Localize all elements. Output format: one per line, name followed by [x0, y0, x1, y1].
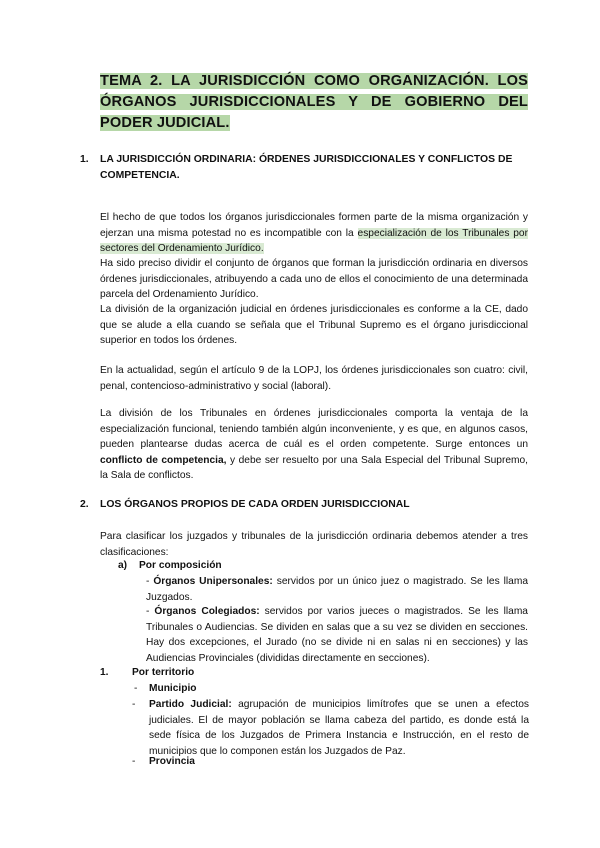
dash: -: [132, 756, 136, 767]
list-marker-a: a): [118, 560, 128, 571]
section-1-heading-text: LA JURISDICCIÓN ORDINARIA: ÓRDENES JURISDICCIONALES Y CONFLICTOS DE COMPETENCIA.: [100, 154, 513, 181]
list-marker-1: 1.: [100, 667, 109, 678]
dash: -: [146, 606, 155, 617]
document-title: [100, 71, 528, 134]
title-highlight: TEMA 2. LA JURISDICCIÓN COMO ORGANIZACIÓN. LOS ÓRGANOS JURISDICCIONALES Y DE GOBIERNO DEL PODER JUDICIAL.: [100, 73, 528, 131]
list-label-municipio: Municipio: [149, 683, 197, 694]
list-label-composicion: Por composición: [139, 560, 222, 571]
section-1-heading: [80, 152, 530, 183]
dash: -: [146, 576, 154, 587]
list-label-provincia: Provincia: [149, 756, 195, 767]
section-1-paragraph-3: La división de la organización judicial en órdenes jurisdiccionales es conforme a la CE, dado que se alude a ella cuando se señala que el Tribunal Supremo es el órgano jurisdiccional superior en todos los órdenes.: [100, 304, 528, 346]
list-item-colegiados: [146, 604, 528, 666]
section-1-number: 1.: [80, 154, 89, 165]
bold-term: Órganos Colegiados:: [154, 606, 260, 617]
dash: -: [132, 699, 136, 710]
paragraph-text: El hecho de que todos los órganos jurisdiccionales formen parte de la misma organización y ejerzan una misma potestad no es incompatible con la: [100, 212, 528, 239]
highlighted-text: especialización de los Tribunales por sectores del Ordenamiento Jurídico.: [100, 227, 528, 254]
section-2-heading-text: LOS ÓRGANOS PROPIOS DE CADA ORDEN JURISDICCIONAL: [100, 499, 410, 510]
section-1-paragraph-5: [100, 406, 528, 484]
item-text: agrupación de municipios limítrofes que se unen a efectos judiciales. El de mayor población se llama cabeza del partido, es donde está la sede física de los Juzgados de Primera Instancia e Instrucción, en el resto de municipios que lo componen están los Juzgados de Paz.: [149, 699, 529, 757]
section-1-paragraph-1: [100, 210, 528, 257]
list-item-partido-judicial: [149, 697, 529, 759]
section-2-intro: Para clasificar los juzgados y tribunales de la jurisdicción ordinaria debemos atender a tres clasificaciones:: [100, 531, 528, 558]
bold-term: conflicto de competencia,: [100, 454, 227, 466]
list-item-unipersonales: [146, 574, 528, 605]
bold-term: Partido Judicial:: [149, 699, 232, 710]
item-text: servidos por un único juez o magistrado. Se les llama Juzgados.: [146, 576, 528, 603]
bold-term: Órganos Unipersonales:: [153, 576, 273, 587]
section-2-number: 2.: [80, 499, 89, 510]
paragraph-text: y debe ser resuelto por una Sala Especial del Tribunal Supremo, la Sala de conflictos.: [100, 454, 528, 481]
dash: -: [134, 683, 138, 694]
section-1-paragraph-4: En la actualidad, según el artículo 9 de la LOPJ, los órdenes jurisdiccionales son cuatro: civil, penal, contencioso-administrativo y social (laboral).: [100, 365, 528, 392]
section-1-paragraph-2: Ha sido preciso dividir el conjunto de órganos que forman la jurisdicción ordinaria en diversos órdenes jurisdiccionales, atribuyendo a cada uno de ellos el conocimiento de una determinada parcela del Ordenamiento Jurídico.: [100, 258, 528, 300]
list-label-territorio: Por territorio: [132, 667, 195, 678]
item-text: servidos por varios jueces o magistrados. Se les llama Tribunales o Audiencias. Se dividen en salas que a su vez se dividen en secciones. Hay dos excepciones, el Jurado (no se divide ni en salas ni en secciones) y las Audiencias Provinciales (divididas directamente en secciones).: [146, 606, 528, 664]
section-2-heading: [80, 497, 530, 513]
paragraph-text: La división de los Tribunales en órdenes jurisdiccionales comporta la ventaja de la especialización funcional, teniendo también algún inconveniente, y es que, en algunos casos, pueden plantearse dudas acerca de cuál es el orden competente. Surge entonces un: [100, 408, 528, 450]
